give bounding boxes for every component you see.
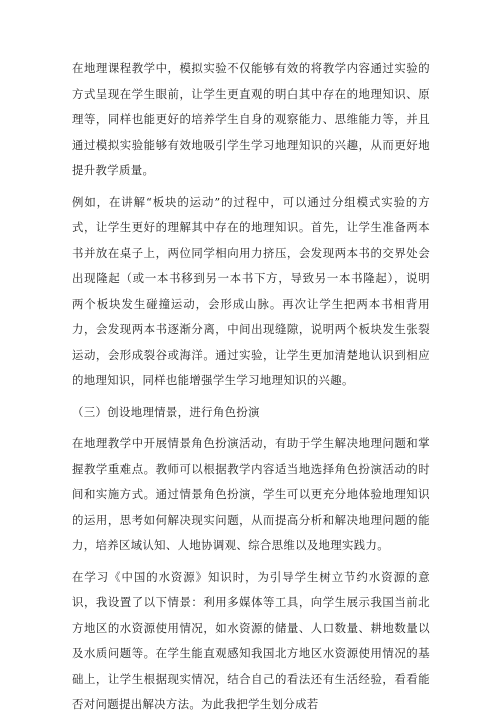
paragraph-water-resources-example: 在学习《中国的水资源》知识时，为引导学生树立节约水资源的意识，我设置了以下情景：利用多媒体等工具，向学生展示我国当前北方地区的水资源使用情况，如水资源的储量、人口数量、耕地数量以及水质问题等。在学生能直观感知我国北方地区水资源使用情况的基础上，让学生根据现实情况，结合自己的看法还有生活经验，看看能否对问题提出解决方法。为此我把学生划分成若 [72, 569, 430, 711]
paragraph-simulation-experiment: 在地理课程教学中，模拟实验不仅能够有效的将教学内容通过实验的方式呈现在学生眼前，让学生更直观的明白其中存在的地理知识、原理等，同样也能更好的培养学生自身的观察能力、思维能力等，并且通过模拟实验能够有效地吸引学生学习地理知识的兴趣，从而更好地提升教学质量。 [72, 61, 430, 177]
paragraph-plate-movement-example: 例如，在讲解“板块的运动”的过程中，可以通过分组模式实验的方式，让学生更好的理解其中存在的地理知识。首先，让学生准备两本书并放在桌子上，两位同学相向用力挤压，会发现两本书的交界处会出现隆起（或一本书移到另一本书下方，导致另一本书隆起），说明两个板块发生碰撞运动，会形成山脉。再次让学生把两本书相背用力，会发现两本书逐渐分离，中间出现缝隙，说明两个板块发生张裂运动，会形成裂谷或海洋。通过实验，让学生更加清楚地认识到相应的地理知识，同样也能增强学生学习地理知识的兴趣。 [72, 194, 430, 387]
document-body [72, 56, 430, 718]
paragraph-role-play: 在地理教学中开展情景角色扮演活动，有助于学生解决地理问题和掌握教学重难点。教师可以根据教学内容适当地选择角色扮演活动的时间和实施方式。通过情景角色扮演，学生可以更充分地体验地理知识的运用，思考如何解决现实问题，从而提高分析和解决地理问题的能力，培养区域认知、人地协调观、综合思维以及地理实践力。 [72, 436, 430, 552]
section-heading: （三）创设地理情景，进行角色扮演 [72, 404, 260, 419]
